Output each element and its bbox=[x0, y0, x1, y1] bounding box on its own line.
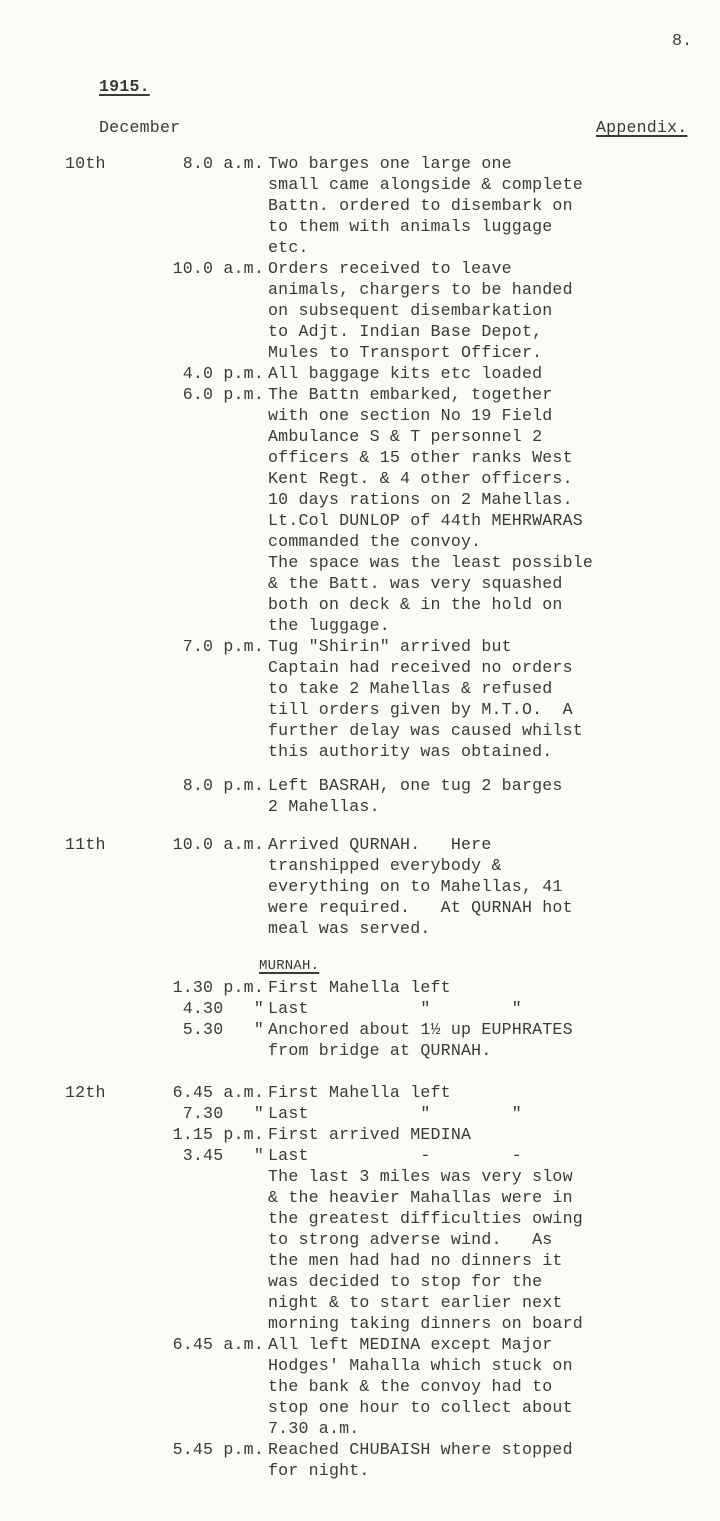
entry-time: 6.45 a.m. bbox=[172, 1083, 264, 1102]
entry-text-line: Reached CHUBAISH where stopped bbox=[268, 1440, 573, 1459]
entry-text-line: officers & 15 other ranks West bbox=[268, 448, 573, 467]
entry-text-line: everything on to Mahellas, 41 bbox=[268, 877, 563, 896]
year-heading: 1915. bbox=[99, 77, 150, 96]
entry-time: 8.0 a.m. bbox=[182, 154, 264, 173]
entry-text-line: Orders received to leave bbox=[268, 259, 512, 278]
entry-time: 7.0 p.m. bbox=[182, 637, 264, 656]
entry-text-line: First Mahella left bbox=[268, 978, 451, 997]
entry-time: 1.30 p.m. bbox=[172, 978, 264, 997]
entry-text-line: Lt.Col DUNLOP of 44th MEHRWARAS bbox=[268, 511, 583, 530]
entry-text-line: meal was served. bbox=[268, 919, 431, 938]
entry-text-line: were required. At QURNAH hot bbox=[268, 898, 573, 917]
entry-text-line: Left BASRAH, one tug 2 barges bbox=[268, 776, 563, 795]
entry-text-line: the men had had no dinners it bbox=[268, 1251, 563, 1270]
entry-day: 10th bbox=[65, 154, 106, 173]
entry-text-line: for night. bbox=[268, 1461, 370, 1480]
entry-time: 4.30 " bbox=[182, 999, 264, 1018]
entry-text-line: the bank & the convoy had to bbox=[268, 1377, 553, 1396]
entry-text-line: 10 days rations on 2 Mahellas. bbox=[268, 490, 573, 509]
entry-text-line: the luggage. bbox=[268, 616, 390, 635]
entry-text-line: & the Batt. was very squashed bbox=[268, 574, 563, 593]
entry-text-line: with one section No 19 Field bbox=[268, 406, 553, 425]
entry-text-line: 2 Mahellas. bbox=[268, 797, 380, 816]
entry-text-line: Tug "Shirin" arrived but bbox=[268, 637, 512, 656]
entry-text-line: & the heavier Mahallas were in bbox=[268, 1188, 573, 1207]
qurnah-subheading: MURNAH. bbox=[259, 958, 320, 974]
entry-text-line: Battn. ordered to disembark on bbox=[268, 196, 573, 215]
entry-text-line: Hodges' Mahalla which stuck on bbox=[268, 1356, 573, 1375]
entry-text-line: Last - - bbox=[268, 1146, 522, 1165]
entry-time: 10.0 a.m. bbox=[172, 259, 264, 278]
entry-text-line: Last " " bbox=[268, 1104, 522, 1123]
entry-time: 3.45 " bbox=[182, 1146, 264, 1165]
entry-text-line: morning taking dinners on board bbox=[268, 1314, 583, 1333]
entry-text-line: The last 3 miles was very slow bbox=[268, 1167, 573, 1186]
entry-text-line: Last " " bbox=[268, 999, 522, 1018]
entry-text-line: First Mahella left bbox=[268, 1083, 451, 1102]
day-12-label: 12th bbox=[65, 1083, 106, 1102]
entry-text-line: on subsequent disembarkation bbox=[268, 301, 553, 320]
entry-text-line: The space was the least possible bbox=[268, 553, 594, 572]
entry-day: 11th bbox=[65, 835, 106, 854]
entry-text-line: commanded the convoy. bbox=[268, 532, 482, 551]
entry-text-line: Mules to Transport Officer. bbox=[268, 343, 543, 362]
entry-text-line: to Adjt. Indian Base Depot, bbox=[268, 322, 543, 341]
entry-time: 6.45 a.m. bbox=[172, 1335, 264, 1354]
entry-text-line: stop one hour to collect about bbox=[268, 1398, 573, 1417]
entry-text-line: 7.30 a.m. bbox=[268, 1419, 360, 1438]
entry-text-line: All baggage kits etc loaded bbox=[268, 364, 543, 383]
entry-text-line: this authority was obtained. bbox=[268, 742, 553, 761]
entry-time: 5.45 p.m. bbox=[172, 1440, 264, 1459]
entry-text-line: Ambulance S & T personnel 2 bbox=[268, 427, 543, 446]
entry-text-line: animals, chargers to be handed bbox=[268, 280, 573, 299]
entry-text-line: both on deck & in the hold on bbox=[268, 595, 563, 614]
entry-text-line: further delay was caused whilst bbox=[268, 721, 583, 740]
entry-text-line: The Battn embarked, together bbox=[268, 385, 553, 404]
entry-text-line: Two barges one large one bbox=[268, 154, 512, 173]
entry-time: 1.15 p.m. bbox=[172, 1125, 264, 1144]
entry-time: 4.0 p.m. bbox=[182, 364, 264, 383]
entry-text-line: to take 2 Mahellas & refused bbox=[268, 679, 553, 698]
page-number: 8. bbox=[672, 31, 693, 50]
entry-text-line: Arrived QURNAH. Here bbox=[268, 835, 492, 854]
entry-text-line: transhipped everybody & bbox=[268, 856, 502, 875]
entry-time: 8.0 p.m. bbox=[182, 776, 264, 795]
entry-text-line: First arrived MEDINA bbox=[268, 1125, 472, 1144]
entry-text-line: Anchored about 1½ up EUPHRATES bbox=[268, 1020, 573, 1039]
entry-text-line: from bridge at QURNAH. bbox=[268, 1041, 492, 1060]
entry-time: 6.0 p.m. bbox=[182, 385, 264, 404]
entry-text-line: to them with animals luggage bbox=[268, 217, 553, 236]
month-heading: December bbox=[99, 118, 181, 137]
appendix-label: Appendix. bbox=[596, 118, 688, 137]
entry-text-line: Kent Regt. & 4 other officers. bbox=[268, 469, 573, 488]
entry-text-line: the greatest difficulties owing bbox=[268, 1209, 583, 1228]
entry-text-line: night & to start earlier next bbox=[268, 1293, 563, 1312]
entry-time: 5.30 " bbox=[182, 1020, 264, 1039]
entry-time: 10.0 a.m. bbox=[172, 835, 264, 854]
entry-text-line: Captain had received no orders bbox=[268, 658, 573, 677]
entry-text-line: to strong adverse wind. As bbox=[268, 1230, 553, 1249]
entry-text-line: etc. bbox=[268, 238, 309, 257]
entry-text-line: All left MEDINA except Major bbox=[268, 1335, 553, 1354]
entry-text-line: was decided to stop for the bbox=[268, 1272, 543, 1291]
entry-text-line: small came alongside & complete bbox=[268, 175, 583, 194]
entry-time: 7.30 " bbox=[182, 1104, 264, 1123]
entry-text-line: till orders given by M.T.O. A bbox=[268, 700, 573, 719]
